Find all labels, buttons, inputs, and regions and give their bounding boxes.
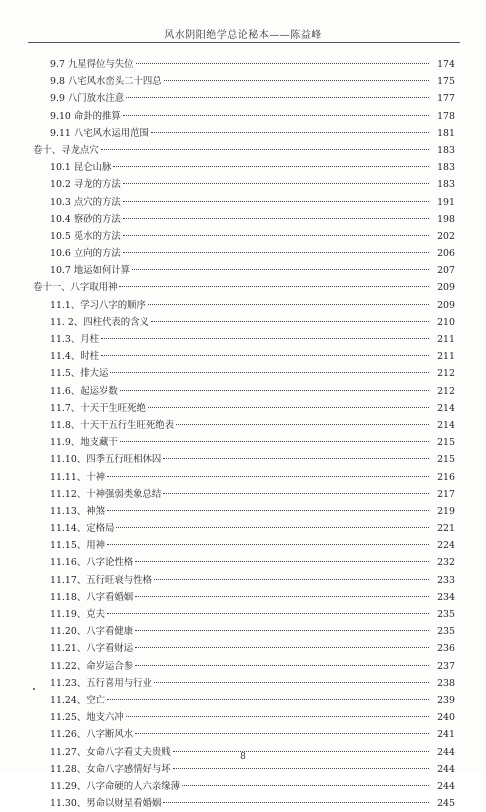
toc-entry-page-number: 206 <box>437 248 455 260</box>
toc-entry-title: 11.13、神煞 <box>50 505 105 517</box>
toc-section-entry <box>0 692 486 709</box>
toc-entry-page-number: 174 <box>437 59 455 70</box>
dot-leader <box>164 80 429 81</box>
dot-leader <box>176 424 429 425</box>
toc-section-entry <box>0 365 486 382</box>
dot-leader <box>116 527 429 528</box>
toc-section-entry <box>0 469 486 486</box>
toc-entry-title: 9.11 八宅风水运用范围 <box>50 127 149 139</box>
table-of-contents <box>0 56 486 812</box>
dot-leader <box>136 63 429 64</box>
toc-section-entry <box>0 778 486 795</box>
toc-section-entry <box>0 331 486 348</box>
dot-leader <box>173 768 429 769</box>
toc-entry-title: 11.16、八字论性格 <box>50 557 134 569</box>
toc-entry-page-number: 210 <box>437 316 455 328</box>
toc-entry-title: 11.15、用神 <box>50 540 105 552</box>
toc-section-entry <box>0 417 486 434</box>
toc-entry-title: 11.24、空亡 <box>50 694 105 706</box>
toc-entry-page-number: 214 <box>437 419 455 431</box>
toc-entry-page-number: 211 <box>437 351 455 363</box>
dot-leader <box>123 218 429 219</box>
toc-section-entry <box>0 537 486 554</box>
page-number: 8 <box>240 752 246 762</box>
toc-entry-page-number: 237 <box>437 660 455 672</box>
toc-chapter-entry <box>0 142 486 159</box>
toc-entry-page-number: 236 <box>437 643 455 655</box>
dot-leader <box>113 166 429 167</box>
toc-section-entry <box>0 554 486 571</box>
toc-entry-page-number: 244 <box>437 780 455 792</box>
dot-leader <box>110 372 429 373</box>
toc-section-entry <box>0 623 486 640</box>
dot-leader <box>119 286 429 287</box>
toc-entry-title: 11.9、地支藏干 <box>50 437 118 449</box>
toc-entry-page-number: 235 <box>437 609 455 620</box>
dot-leader <box>135 630 429 631</box>
toc-entry-title: 11. 2、四柱代表的含义 <box>50 316 149 328</box>
toc-entry-page-number: 175 <box>437 76 455 88</box>
toc-entry-title: 11.25、地支六冲 <box>50 712 124 724</box>
dot-leader <box>148 304 429 305</box>
dot-leader <box>151 132 429 133</box>
toc-chapter-entry <box>0 279 486 296</box>
toc-section-entry <box>0 176 486 193</box>
toc-entry-title: 11.30、男命以财星看婚姻 <box>50 798 162 810</box>
toc-entry-title: 11.27、女命八字看丈夫贵贱 <box>50 746 171 758</box>
toc-entry-page-number: 183 <box>437 162 455 174</box>
toc-entry-page-number: 209 <box>437 282 455 294</box>
toc-entry-title: 11.4、时柱 <box>50 351 99 363</box>
dot-leader <box>101 338 429 339</box>
toc-entry-title: 10.7 地运如何计算 <box>50 265 131 277</box>
toc-section-entry <box>0 795 486 812</box>
toc-entry-page-number: 202 <box>437 230 455 242</box>
toc-section-entry <box>0 726 486 743</box>
toc-entry-page-number: 244 <box>437 763 455 775</box>
toc-entry-title: 11.17、五行旺衰与性格 <box>50 574 152 586</box>
toc-entry-page-number: 178 <box>437 110 455 122</box>
toc-section-entry <box>0 125 486 142</box>
toc-entry-title: 11.3、月柱 <box>50 334 99 345</box>
dot-leader <box>163 493 429 494</box>
dot-leader <box>123 201 429 202</box>
toc-section-entry <box>0 56 486 73</box>
toc-entry-page-number: 245 <box>437 798 455 810</box>
dot-leader <box>120 390 429 391</box>
dot-leader <box>123 183 429 184</box>
dot-leader <box>132 269 429 270</box>
toc-entry-title: 10.5 觅水的方法 <box>50 230 121 242</box>
toc-entry-page-number: 183 <box>437 144 455 156</box>
toc-section-entry <box>0 90 486 107</box>
toc-section-entry <box>0 451 486 468</box>
toc-entry-page-number: 240 <box>437 712 455 724</box>
toc-section-entry <box>0 761 486 778</box>
toc-entry-page-number: 198 <box>437 213 455 225</box>
toc-entry-title: 11.12、十神强弱类象总结 <box>50 488 162 500</box>
toc-entry-title: 10.3 点穴的方法 <box>50 196 121 208</box>
toc-entry-title: 卷十一、八字取用神 <box>33 282 118 294</box>
toc-entry-page-number: 233 <box>437 574 455 586</box>
toc-section-entry <box>0 194 486 211</box>
toc-section-entry <box>0 314 486 331</box>
toc-entry-page-number: 244 <box>437 746 455 758</box>
toc-section-entry <box>0 245 486 262</box>
toc-section-entry <box>0 400 486 417</box>
dot-leader <box>120 441 429 442</box>
toc-entry-title: 11.1、学习八字的顺序 <box>50 299 146 311</box>
dot-leader <box>123 115 429 116</box>
toc-entry-page-number: 214 <box>437 402 455 414</box>
toc-entry-page-number: 235 <box>437 626 455 638</box>
toc-entry-page-number: 211 <box>437 334 455 345</box>
toc-section-entry <box>0 108 486 125</box>
toc-entry-title: 11.7、十天干生旺死绝 <box>50 402 146 414</box>
toc-entry-title: 11.11、十神 <box>50 471 105 483</box>
toc-entry-title: 卷十、寻龙点穴 <box>33 144 99 156</box>
toc-entry-page-number: 177 <box>437 93 455 105</box>
toc-entry-page-number: 215 <box>437 454 455 466</box>
toc-section-entry <box>0 503 486 520</box>
toc-section-entry <box>0 211 486 228</box>
toc-entry-title: 9.10 命卦的推算 <box>50 110 121 122</box>
toc-entry-page-number: 209 <box>437 299 455 311</box>
toc-entry-page-number: 215 <box>437 437 455 449</box>
toc-section-entry <box>0 383 486 400</box>
toc-entry-title: 11.20、八字看健康 <box>50 626 134 638</box>
toc-entry-title: 11.23、五行喜用与行业 <box>50 677 152 689</box>
toc-section-entry <box>0 159 486 176</box>
toc-section-entry <box>0 658 486 675</box>
toc-entry-page-number: 238 <box>437 677 455 689</box>
toc-entry-title: 11.21、八字看财运 <box>50 643 134 655</box>
dot-leader <box>123 252 429 253</box>
toc-section-entry <box>0 297 486 314</box>
dot-leader <box>163 802 429 803</box>
toc-section-entry <box>0 572 486 589</box>
dot-leader <box>135 665 429 666</box>
dot-leader <box>135 647 429 648</box>
toc-entry-title: 9.9 八门放水注意 <box>50 93 125 105</box>
toc-entry-title: 11.8、十天干五行生旺死绝表 <box>50 419 175 431</box>
toc-section-entry <box>0 486 486 503</box>
toc-entry-title: 11.10、四季五行旺相休囚 <box>50 454 162 466</box>
dot-leader <box>101 149 429 150</box>
toc-section-entry <box>0 675 486 692</box>
scan-speck <box>33 688 35 690</box>
toc-entry-title: 9.7 九星得位与失位 <box>50 59 134 70</box>
dot-leader <box>107 510 429 511</box>
toc-entry-title: 11.6、起运岁数 <box>50 385 118 397</box>
toc-section-entry <box>0 262 486 279</box>
header-rule <box>28 42 460 43</box>
toc-entry-title: 10.6 立向的方法 <box>50 248 121 260</box>
dot-leader <box>163 458 429 459</box>
toc-entry-page-number: 212 <box>437 385 455 397</box>
toc-entry-title: 10.4 察砂的方法 <box>50 213 121 225</box>
dot-leader <box>154 682 429 683</box>
dot-leader <box>154 579 429 580</box>
toc-entry-page-number: 219 <box>437 505 455 517</box>
dot-leader <box>151 321 429 322</box>
toc-entry-page-number: 239 <box>437 694 455 706</box>
toc-section-entry <box>0 606 486 623</box>
toc-entry-page-number: 224 <box>437 540 455 552</box>
toc-entry-page-number: 183 <box>437 179 455 191</box>
toc-entry-page-number: 216 <box>437 471 455 483</box>
dot-leader <box>107 544 429 545</box>
toc-section-entry <box>0 520 486 537</box>
dot-leader <box>182 785 429 786</box>
toc-entry-page-number: 232 <box>437 557 455 569</box>
toc-entry-page-number: 181 <box>437 127 455 139</box>
toc-entry-title: 9.8 八宅风水峦头二十四总 <box>50 76 162 88</box>
dot-leader <box>126 716 429 717</box>
toc-entry-title: 10.1 昆仑山脉 <box>50 162 112 174</box>
dot-leader <box>135 561 429 562</box>
toc-entry-title: 11.22、命岁运合参 <box>50 660 134 672</box>
toc-section-entry <box>0 640 486 657</box>
dot-leader <box>107 699 429 700</box>
toc-entry-page-number: 241 <box>437 729 455 741</box>
toc-entry-page-number: 191 <box>437 196 455 208</box>
toc-entry-page-number: 234 <box>437 591 455 603</box>
dot-leader <box>148 407 429 408</box>
toc-entry-page-number: 207 <box>437 265 455 277</box>
dot-leader <box>107 476 429 477</box>
toc-section-entry <box>0 589 486 606</box>
toc-section-entry <box>0 73 486 90</box>
toc-entry-page-number: 217 <box>437 488 455 500</box>
toc-entry-title: 11.28、女命八字感情好与坏 <box>50 763 171 775</box>
toc-section-entry <box>0 228 486 245</box>
toc-entry-title: 11.18、八字看婚姻 <box>50 591 134 603</box>
dot-leader <box>123 235 429 236</box>
toc-entry-title: 11.5、排大运 <box>50 368 109 380</box>
toc-entry-title: 11.19、克夫 <box>50 609 105 620</box>
toc-entry-page-number: 212 <box>437 368 455 380</box>
toc-entry-title: 11.29、八字命硬的人六亲缘薄 <box>50 780 180 792</box>
dot-leader <box>101 355 429 356</box>
toc-entry-title: 11.26、八字断风水 <box>50 729 134 741</box>
toc-section-entry <box>0 709 486 726</box>
toc-section-entry <box>0 348 486 365</box>
toc-section-entry <box>0 434 486 451</box>
toc-entry-title: 11.14、定格局 <box>50 523 115 535</box>
dot-leader <box>126 97 429 98</box>
toc-entry-page-number: 221 <box>437 523 455 535</box>
dot-leader <box>107 613 429 614</box>
dot-leader <box>135 596 429 597</box>
dot-leader <box>135 733 429 734</box>
running-header: 风水阴阳绝学总论秘本——陈益峰 <box>164 30 322 41</box>
toc-entry-title: 10.2 寻龙的方法 <box>50 179 121 191</box>
